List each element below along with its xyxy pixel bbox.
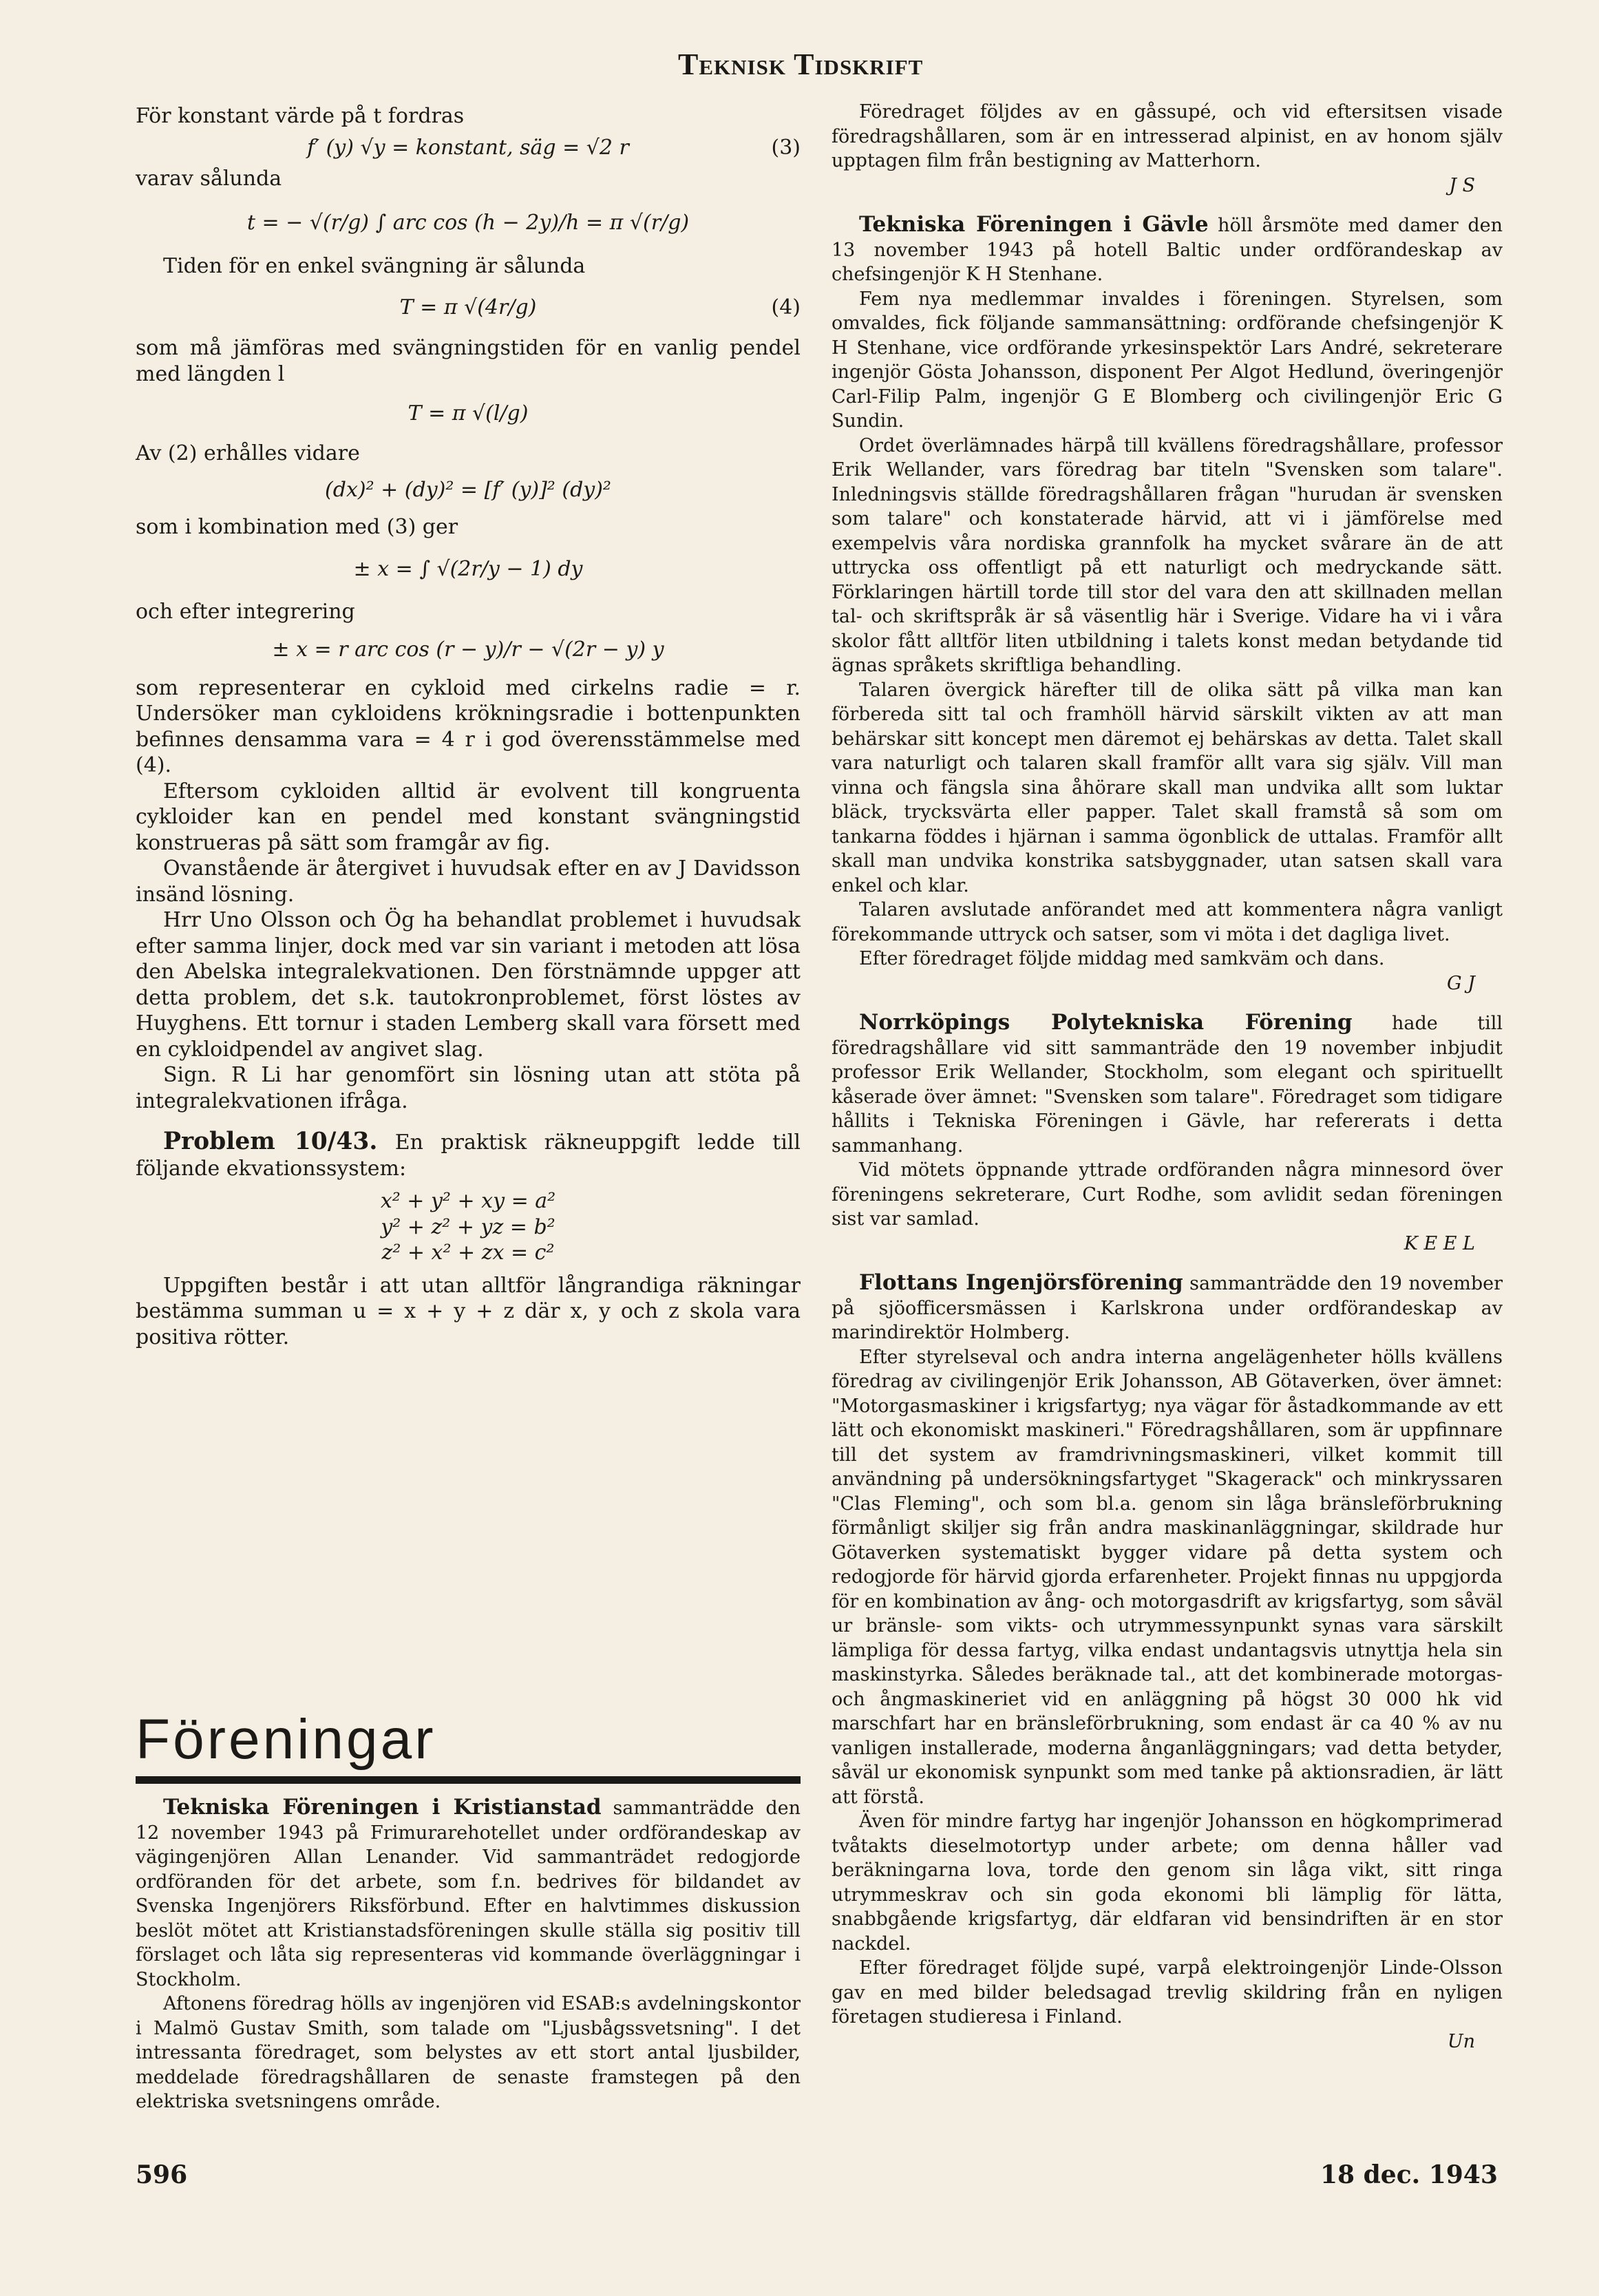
signature: G J: [1447, 972, 1475, 994]
paragraph: [136, 1795, 801, 1992]
problem-text: En praktisk räkneuppgift ledde till följande ekvationssystem:: [136, 1130, 801, 1181]
equation-text: ± x = ∫ √(2r/y − 1) dy: [353, 557, 583, 581]
paragraph: som representerar en cykloid med cirkelns radie = r. Undersöker man cykloidens krökningsradie i bottenpunkten befinnes densamma vara = 4 r i god överensstämmelse med (4).: [136, 675, 801, 777]
paragraph: Talaren avslutade anförandet med att kommentera några vanligt förekommande uttryck och satser, som vi möta i det dagliga livet.: [832, 899, 1503, 945]
article-heading: Tekniska Föreningen i Kristianstad: [163, 1795, 602, 1820]
article-text: sammanträdde den 12 november 1943 på Frimurarehotellet under ordförandeskap av vägingenjören Allan Lenander. Vid sammanträdet redogjorde ordföranden för det arbete, som f.n. bedrives för bildandet av Svenska Ingenjörers Riksförbund. Efter en halvtimmes diskussion beslöt mötet att Kristianstadsföreningen skulle ställa sig positiv till förslaget och låta sig representeras vid kommande överläggningar i Stockholm.: [136, 1798, 801, 1990]
paragraph: Efter föredraget följde supé, varpå elektroingenjör Linde-Olsson gav en med bilder beledsagad trevlig skildring från en nyligen företagen studieresa i Finland.: [832, 1957, 1503, 2028]
equation-text: (dx)² + (dy)² = [f′ (y)]² (dy)²: [325, 478, 611, 502]
paragraph: Efter styrelseval och andra interna angelägenheter hölls kvällens föredrag av civilingenjör Erik Johansson, AB Götaverken, över ämnet: "Motorgasmaskiner i krigsfartyg; nya vägar för åstadkommande av ett lätt och ekonomiskt maskineri." Föredragshållaren, som är uppfinnare till det system av framdrivningsmaskineri, vilket kommit till användning på undersökningsfartyget "Skagerack" och minkryssaren "Clas Fleming", och som bl.a. genom sin låga bränsleförbrukning förmånligt skiljer sig från andra maskinanläggningar, skildrade hur Götaverken systematiskt bygger vidare på detta system och redogjorde för härvid gjorda erfarenheter. Projekt finnas nu uppgjorda för en kombination av ång- och motorgasdrift av krigsfartyg, som såväl ur bränsle- som vikts- och utrymmessynpunkt synas vara särskilt lämpliga för dessa fartyg, vilka endast undantagsvis utnyttja hela sin maskinstyrka. Således beräknade tal., att det kombinerade motorgas- och ångmaskineriet vid en anläggning på högst 30 000 hk vid marschfart har en bränsleförbrukning, som endast är ca 40 % av nu vanligen installerade, moderna ånganläggningars; vad detta betyder, såväl ur ekonomisk synpunkt som med tanke på aktionsradien, är lätt att förstå.: [832, 1346, 1503, 1808]
paragraph: [832, 1011, 1503, 1158]
equation-4: [136, 295, 801, 321]
signature: K E E L: [1404, 1232, 1475, 1254]
article-text: sammanträdde den 19 november på sjöofficersmässen i Karlskrona under ordförandeskap av marindirektör Holmberg.: [832, 1273, 1503, 1343]
equation-integral: [136, 556, 801, 582]
signature: J S: [1449, 174, 1475, 196]
paragraph: som må jämföras med svängningstiden för en vanlig pendel med längden l: [136, 336, 801, 386]
equation-3: [136, 135, 801, 161]
problem-paragraph: [136, 1129, 801, 1181]
paragraph: Föredraget följdes av en gåssupé, och vid eftersitsen visade föredragshållaren, som är en intresserad alpinist, en av honom själv upptagen film från bestigning av Matterhorn.: [832, 101, 1503, 171]
paragraph: Ordet överlämnades härpå till kvällens föredragshållare, professor Erik Wellander, vars föredrag bar titeln "Svensken som talare". Inledningsvis ställde föredragshållaren frågan "hurudan är svensken som talare" och konstaterade härvid, att vi i jämförelse med exempelvis våra nordiska grannfolk ha mycket svårare än de att uttrycka oss offentligt på ett naturligt och medryckande sätt. Förklaringen härtill torde till stor del vara den att skillnaden mellan tal- och skriftspråk är så väsentlig här i Sverige. Vidare ha vi i våra skolor fått alltför liten utbildning i talets konst medan betydande tid ägnas språkets skriftliga behandling.: [832, 434, 1503, 676]
equation-number: (3): [771, 135, 801, 160]
section-rule: [136, 1776, 801, 1784]
paragraph: För konstant värde på t fordras: [136, 104, 465, 128]
equation-text: ± x = r arc cos (r − y)/r − √(2r − y) y: [272, 638, 664, 662]
paragraph: Tiden för en enkel svängning är sålunda: [163, 254, 586, 278]
equation-text: T = π √(4r/g): [399, 295, 537, 319]
equation-line: y² + z² + yz = b²: [381, 1214, 555, 1239]
paragraph: Eftersom cykloiden alltid är evolvent till kongruenta cykloider kan en pendel med konstant svängningstid konstrueras på sätt som framgår av fig.: [136, 779, 801, 855]
paragraph: [832, 1271, 1503, 1345]
equation-result: [136, 637, 801, 663]
paragraph: Vid mötets öppnande yttrade ordföranden några minnesord över föreningens sekreterare, Curt Rodhe, som avlidit sedan föreningen sist var samlad.: [832, 1159, 1503, 1230]
equation-system: [136, 1188, 801, 1266]
paragraph: varav sålunda: [136, 167, 282, 191]
signature: Un: [1447, 2030, 1475, 2052]
equation-t: [136, 210, 801, 236]
equation-line: z² + x² + zx = c²: [381, 1241, 555, 1265]
left-column: [136, 103, 801, 1350]
equation-text: f′ (y) √y = konstant, säg = √2 r: [307, 135, 629, 160]
page-number: 596: [136, 2160, 188, 2189]
paragraph: och efter integrering: [136, 599, 355, 624]
paragraph: Även för mindre fartyg har ingenjör Johansson en högkomprimerad tvåtakts dieselmotortyp under arbete; om denna håller vad beräkningarna lova, torde den genom sin låga vikt, sitt ringa utrymmeskrav och sin goda ekonomi bli lämplig för lätta, snabbgående krigsfartyg, där eldfaran vid bensindriften är en stor nackdel.: [832, 1811, 1503, 1955]
problem-heading: Problem 10/43.: [163, 1128, 378, 1155]
paragraph: Ovanstående är återgivet i huvudsak efter en av J Davidsson insänd lösning.: [136, 856, 801, 907]
kristianstad-article: [136, 1795, 801, 2114]
paragraph: Uppgiften består i att utan alltför långrandiga räkningar bestämma summan u = x + y + z där x, y och z skola vara positiva rötter.: [136, 1273, 801, 1349]
equation-text: t = − √(r/g) ∫ arc cos (h − 2y)/h = π √(r/g): [246, 210, 690, 235]
article-heading: Flottans Ingenjörsförening: [859, 1270, 1183, 1295]
equation-line: x² + y² + xy = a²: [380, 1189, 556, 1213]
article-heading: Tekniska Föreningen i Gävle: [859, 212, 1209, 237]
journal-title: Teknisk Tidskrift: [678, 48, 924, 81]
paragraph: Efter föredraget följde middag med samkväm och dans.: [859, 948, 1385, 969]
equation-pendulum: [136, 401, 801, 427]
article-text: höll årsmöte med damer den 13 november 1943 på hotell Baltic under ordförandeskap av chefsingenjör K H Stenhane.: [832, 215, 1503, 285]
paragraph: Aftonens föredrag hölls av ingenjören vid ESAB:s avdelningskontor i Malmö Gustav Smith, som talade om "Ljusbågssvetsning". I det intressanta föredraget, som belystes av ett stort antal ljusbilder, meddelade föredragshållaren de senaste framstegen på den elektriska svetsningens område.: [136, 1993, 801, 2112]
paragraph: Sign. R Li har genomfört sin lösning utan att stöta på integralekvationen ifråga.: [136, 1063, 801, 1113]
article-heading: Norrköpings Polytekniska Förening: [859, 1010, 1353, 1035]
issue-date: 18 dec. 1943: [1320, 2160, 1498, 2189]
paragraph: Hrr Uno Olsson och Ög ha behandlat problemet i huvudsak efter samma linjer, dock med var sin variant i metoden att lösa den Abelska integralekvationen. Den förstnämnde uppger att detta problem, det s.k. tautokronproblemet, först löstes av Huyghens. Ett tornur i staden Lemberg skall vara försett med en cykloidpendel av angivet slag.: [136, 908, 801, 1062]
equation-number: (4): [771, 295, 801, 319]
equation-text: T = π √(l/g): [407, 401, 529, 425]
paragraph: Av (2) erhålles vidare: [136, 441, 360, 465]
paragraph: [832, 213, 1503, 287]
right-column: [832, 100, 1503, 2054]
equation-differential: [136, 477, 801, 503]
paragraph: som i kombination med (3) ger: [136, 514, 458, 539]
paragraph: Talaren övergick härefter till de olika sätt på vilka man kan förbereda sitt tal och framhöll härvid särskilt vikten av att man behärskar sitt koncept men däremot ej behärskas av detta. Talet skall vara naturligt och talaren skall framför allt vara sig själv. Vill man vinna och fängsla sina åhörare skall man undvika allt som luktar bläck, trycksvärta eller papper. Talet skall framstå så som om tankarna föddes i hjärnan i samma ögonblick de uttalas. Framför allt skall man undvika konstrika satsbyggnader, utan satsen skall vara enkel och klar.: [832, 679, 1503, 896]
article-text: hade till föredragshållare vid sitt sammanträde den 19 november inbjudit professor Erik Wellander, Stockholm, som elegant och spirituellt kåserade över ämnet: "Svensken som talare". Föredraget som tidigare hållits i Tekniska Föreningen i Gävle, har refererats i detta sammanhang.: [832, 1013, 1503, 1157]
paragraph: Fem nya medlemmar invaldes i föreningen. Styrelsen, som omvaldes, fick följande sammansättning: ordförande chefsingenjör K H Stenhane, vice ordförande yrkesinspektör Lars André, sekreterare ingenjör Gösta Johansson, disponent Per Algot Hedlund, överingenjör Carl-Filip Palm, ingenjör G E Blomberg och civilingenjör Eric G Sundin.: [832, 288, 1503, 432]
section-title: Föreningar: [136, 1708, 436, 1771]
